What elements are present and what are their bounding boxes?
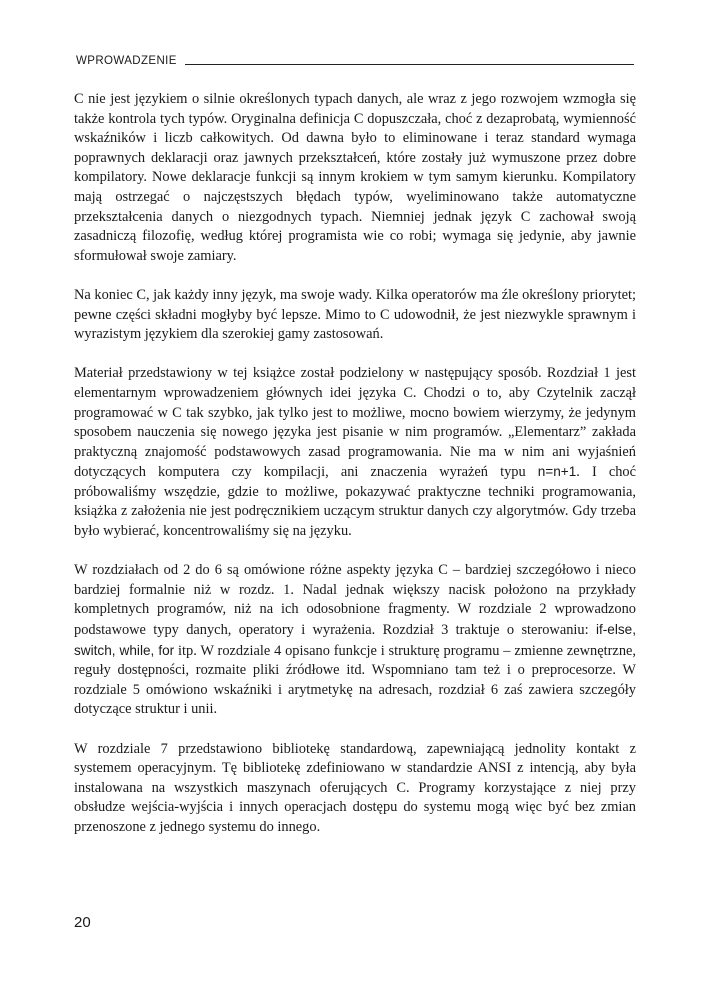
- code-fragment: n=n+1: [537, 464, 577, 480]
- paragraph-type-checking: C nie jest językiem o silnie określonych typach danych, ale wraz z jego rozwojem wzmogła się także kontrola tych typów. Oryginalna definicja C dopuszczała, choć z dezaprobatą, wymienność wskaźników i liczb całkowitych. Od dawna było to eliminowane i teraz standard wymaga poprawnych deklaracji oraz jawnych przekształceń, które zostały już wymuszone przez dobre kompilatory. Nowe deklaracje funkcji są innym krokiem w tym samym kierunku. Kompilatory mają ostrzegać o najczęstszych błędach typów, wyeliminowano także automatyczne przekształcenia danych o niezgodnych typach. Niemniej jednak język C zachował swoją zasadniczą filozofię, według której programista wie co robi; wymaga się jedynie, aby jawnie sformułował swoje zamiary.: [74, 91, 636, 264]
- body-text: [74, 90, 636, 857]
- paragraph-text-part: Materiał przedstawiony w tej książce został podzielony w następujący sposób. Rozdział 1 jest elementarnym wprowadzeniem głównych idei języka C. Chodzi o to, aby Czytelnik zaczął programować w C tak szybko, jak tylko jest to możliwe, mocno bowiem wierzymy, że jedynym sposobem nauczenia się nowego języka jest pisanie w nim programów. „Elementarz” zakłada praktyczną znajomość podstawowych zasad programowania. Nie ma w nim ani wyjaśnień dotyczących komputera czy kompilacji, ani znaczenia wyrażeń typu: [74, 365, 636, 481]
- paragraph-language-flaws: Na koniec C, jak każdy inny język, ma swoje wady. Kilka operatorów ma źle określony priorytet; pewne części składni mogłyby być lepsze. Mimo to C udowodnił, że jest niezwykle sprawnym i wyrazistym językiem dla szerokiej gamy zastosowań.: [74, 286, 636, 343]
- running-head-rule: [185, 64, 634, 65]
- paragraph-chapter-1-overview: [74, 364, 636, 541]
- paragraph-text-part: . I choć próbowaliśmy wszędzie, gdzie to możliwe, pokazywać praktyczne techniki programowania, książka z założenia nie jest podręcznikiem uczącym struktur danych czy algorytmów. Gdy trzeba było wybierać, koncentrowaliśmy się na języku.: [74, 464, 636, 540]
- running-head: [76, 48, 634, 68]
- page-number: 20: [74, 914, 91, 931]
- paragraph-chapter-7-overview: W rozdziale 7 przedstawiono bibliotekę standardową, zapewniającą jednolity kontakt z systemem operacyjnym. Tę bibliotekę zdefiniowano w standardzie ANSI z intencją, aby była instalowana na wszystkich maszynach oferujących C. Programy korzystające z niej przy obsłudze wejścia-wyjścia i innych operacjach dostępu do systemu mogą więc być bez zmian przenoszone z jednego systemu do innego.: [74, 740, 636, 835]
- paragraph-text-part: W rozdziałach od 2 do 6 są omówione różne aspekty języka C – bardziej szczegółowo i nieco bardziej formalnie niż w rozdz. 1. Nadal jednak większy nacisk położono na przykłady kompletnych programów, niż na ich odosobnione fragmenty. W rozdziale 2 wprowadzono podstawowe typy danych, operatory i wyrażenia. Rozdział 3 traktuje o sterowaniu:: [74, 562, 636, 639]
- code-fragment: if-else, switch, while, for: [74, 622, 636, 658]
- paragraph-chapters-2-6-overview: [74, 561, 636, 720]
- running-head-title: WPROWADZENIE: [76, 55, 177, 67]
- paragraph-text-part: itp. W rozdziale 4 opisano funkcje i strukturę programu – zmienne zewnętrzne, reguły dostępności, rozmaite pliki źródłowe itd. Wspomniano tam też i o preprocesorze. W rozdziale 5 omówiono wskaźniki i arytmetykę na adresach, rozdział 6 zaś zawiera szczegóły dotyczące struktur i unii.: [74, 642, 636, 718]
